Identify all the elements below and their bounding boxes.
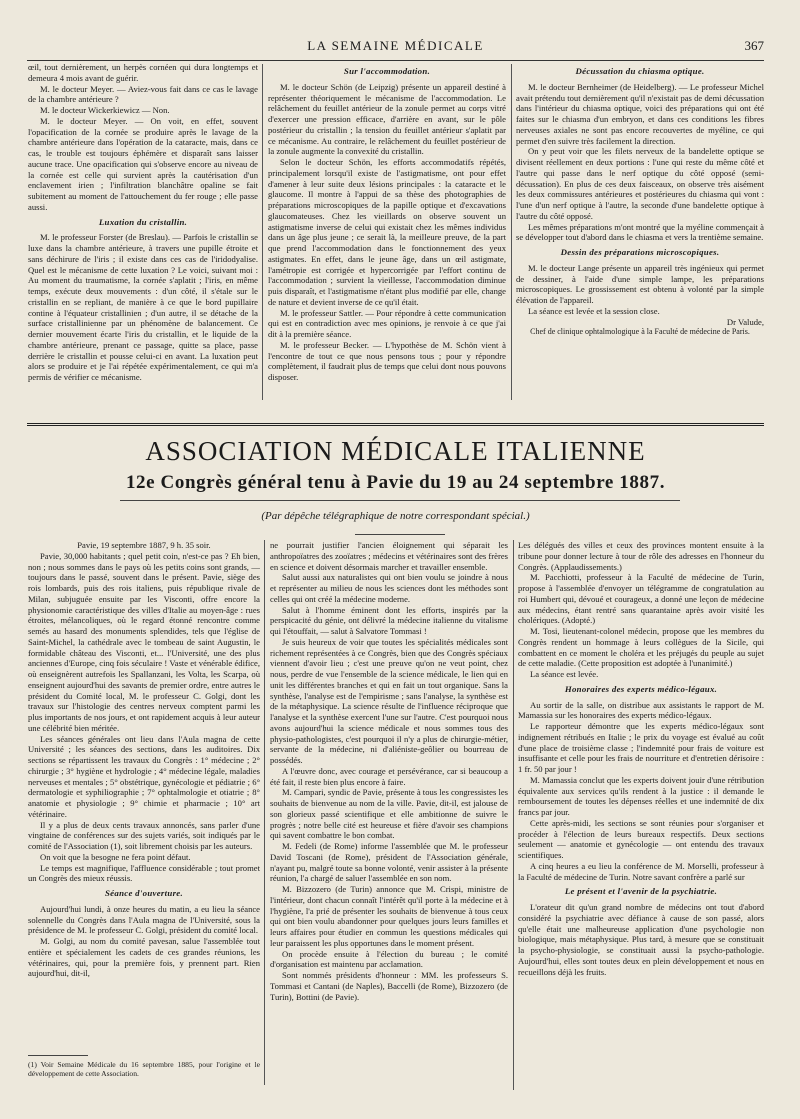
section-heading: Séance d'ouverture. [104,888,184,898]
top-column-3 [516,62,764,402]
bottom-column-1 [28,540,260,1080]
column-divider [513,540,514,1090]
paragraph: La séance est levée. [530,669,599,679]
page-number: 367 [744,38,764,53]
journal-title: LA SEMAINE MÉDICALE [307,38,484,53]
paragraph: M. le docteur Bernheimer (de Heidelberg). — Le professeur Michel avait prétendu tout dernièrement qu'il n'existait pas de demi décussation dans l'intérieur du chiasma optique, voici des préparations qui ont été faites sur le chiasma d'un embryon, et dans ces conditions les fibres nerveuses axiales ne sont pas encore recouvertes de myéline, ce qui permet d'en suivre très facilement la direction. [516,81,764,146]
section-title: ASSOCIATION MÉDICALE ITALIENNE [145,436,646,466]
paragraph: ne pourrait justifier l'ancien éloignement qui séparait les anthropoïatres des zooïatres ; médecins et vétérinaires sont des frères en science et doivent désormais marcher et travailler ensemble. [270,540,508,572]
section-subtitle: 12e Congrès général tenu à Pavie du 19 au 24 septembre 1887. [125,472,666,493]
dateline: Pavie, 19 septembre 1887, 9 h. 35 soir. [77,540,211,550]
bottom-column-2 [270,540,508,1090]
column-divider [262,64,263,400]
paragraph: Pavie, 30,000 habitants ; quel petit coin, n'est-ce pas ? Eh bien, non ; nous sommes dans le pays où les petits coins sont grands, — toujours dans le passé, souvent dans le présent. Pavie, siège des rois lombards, puis des rois italiens, puis république rivale de Milan, subjuguée ensuite par les Visconti, offre encore la physionomie caractéristique des villes d'Italie au moyen-âge : rues étroites, mélancoliques, où le regard étonné rencontre comme semés au hasard des monuments splendides, tels que l'église de Saint-Michel, la cathédrale avec le tombeau de saint Augustin, le formidable château des Visconti, et... l'Université, une des plus anciennes d'Europe, cinq fois séculaire ! Vaste et vénérable édifice, où enseignèrent autrefois les Spallanzani, les Volta, les Scarpa, où enseignent aujourd'hui des savants de premier ordre, entre autres le président du Comité local, M. le professeur C. Golgi, dont les travaux sur l'histologie des centres nerveux comptent parmi les plus importants de nos jours, et ont rapidement acquis à leur auteur une célébrité bien méritée. [28,550,260,733]
signature: Dr Valude, [726,316,764,327]
paragraph: œil, tout dernièrement, un herpès cornéen qui dura longtemps et demeura 4 mois avant de guérir. [28,62,258,83]
section-heading: Dessin des préparations microscopiques. [560,247,720,257]
paragraph: M. le docteur Meyer. — Aviez-vous fait dans ce cas le lavage de la chambre antérieure ? [28,83,258,105]
dispatch-rule [355,534,445,535]
section-heading: Le présent et l'avenir de la psychiatrie. [564,886,718,897]
paragraph: M. le professeur Forster (de Breslau). — Parfois le cristallin se luxe dans la chambre antérieure, à travers une pupille étroite et sans déchirure de l'iris ; il existe dans ces cas de l'iridodyalise. Quel est le mécanisme de cette luxation ? Le voici, suivant moi : Au moment du traumatisme, la cornée s'aplatit ; l'iris, en même temps, exécute deux mouvements : d'un côté, il s'étale sur le cristallin en se repliant, de manière à ce que le bord pupillaire contine à l'équateur cristallinien ; d'un autre, il se détache de la surface cristallinienne par un phénomène de balancement. Ce dernier mouvement écarte l'iris du cristallin, et le liquide de la chambre antérieure, prenant ce passage, quitte sa place, passe derrière le cristallin et pousse celui-ci en avant. La luxation peut alors se produire et je l'ai répétée expérimentalement, ce qui m'a permis de vérifier ce mécanisme. [28,232,258,382]
paragraph: M. Golgi, au nom du comité pavesan, salue l'assemblée tout entière et spécialement les cadets de ces grandes réunions, les vétérinaires, qui, pour la première fois, y prennent part. Rien aujourd'hui, dit-il, [28,936,260,979]
paragraph: M. le docteur Lange présente un appareil très ingénieux qui permet de dessiner, à l'aide d'une simple lampe, les préparations microscopiques. Le grossissement est obtenu à volonté par la simple élévation de l'appareil. [516,262,764,305]
paragraph: Le temps est magnifique, l'affluence considérable ; tout promet un Congrès des mieux réussis. [28,862,260,884]
paragraph: Je suis heureux de voir que toutes les spécialités médicales sont richement représentées à ce Congrès, bien que des Congrès spéciaux viennent d'avoir lieu ; c'est une preuve qu'on ne veut point, chez nous, perdre de vue l'ensemble de la science médicale, le lien qui en unit les différentes branches et qui en fait un tout organique. Sans la synthèse, l'analyse est de l'empirisme ; sans l'analyse, la synthèse est de la métaphysique. La science résulte de l'influence réciproque que l'analyse et la synthèse exercent l'une sur l'autre. C'est pourquoi nous avons aujourd'hui la science médicale et nous sommes tous des physio-pathologistes, c'est pourquoi il n'y a plus de chirurgie-métier, servante de la médecine, ni d'aliéniste-geôlier ou bourreau de possédés. [270,636,508,765]
top-column-1 [28,62,258,402]
paragraph: On voit que la besogne ne fera point défaut. [40,851,191,862]
paragraph: M. Bizzozero (de Turin) annonce que M. Crispi, ministre de l'intérieur, dont chacun connaît l'intérêt qu'il porte à la médecine et à l'hygiène, l'a prié de présenter les souhaits de bienvenue à tous ceux qui ont bien voulu abandonner pour quelques jours leurs familles et leurs affaires pour étudier en commun les questions médicales qui leur paraissent les plus opportunes dans le moment présent. [270,884,508,948]
paragraph: On y peut voir que les filets nerveux de la bandelette optique se divisent réellement en deux portions : l'une qui reste du même côté et l'autre qui passe dans le nerf optique du côté opposé (semi-décussation). En plus de ces deux faisceaux, on observe très aisément les deux commissures antérieures et postérieures du chiasma qui vont : l'une d'un nerf optique à l'autre, la seconde d'une bandelette optique à l'autre du côté opposé. [516,146,764,221]
header-rule [27,60,764,61]
paragraph: M. le professeur Becker. — L'hypothèse de M. Schön vient à l'encontre de tout ce que nous pensons tous ; pour y répondre complètement, il faudrait plus de temps que celui dont nous pouvons disposer. [268,339,506,382]
dispatch-note: (Par dépêche télégraphique de notre correspondant spécial.) [261,510,530,522]
paragraph: Sont nommés présidents d'honneur : MM. les professeurs S. Tommasi et Cantani (de Naples), Baccelli (de Rome), Bizzozero (de Turin), Bottini (de Pavie). [270,970,508,1002]
paragraph: M. Mamassia conclut que les experts doivent jouir d'une rétribution équivalente aux services qu'ils rendent à la justice : il demande le remboursement de toutes les dépenses réelles et une indemnité de dix francs par jour. [518,774,764,817]
paragraph: Les séances générales ont lieu dans l'Aula magna de cette Université ; les séances des sections, dans les auditoires. Dix sections se répartissent les travaux du Congrès : 1° médecine ; 2° chirurgie ; 3° hygiène et hydrologie ; 4° médecine légale, maladies nerveuses et mentales ; 5° obstétrique, gynécologie et pédiatrie ; 6° dermatologie et syphiliographie ; 7° ophtalmologie et otiatrie ; 8° anatomie et physiologie ; 9° chimie et pharmacie ; 10° art vétérinaire. [28,733,260,819]
paragraph: M. Fedeli (de Rome) informe l'assemblée que M. le professeur David Toscani (de Rome), président de l'Association générale, n'ayant pu, malgré toute sa bonne volonté, venir assister à la présente réunion, l'a chargé de saluer l'assemblée en son nom. [270,841,508,884]
footnote: (1) Voir Semaine Médicale du 16 septembre 1885, pour l'origine et le développement de cette Association. [28,1060,260,1079]
paragraph: Les mêmes préparations m'ont montré que la myéline commençait à se développer tout d'abord dans le chiasma et vers la trentième semaine. [516,221,764,243]
paragraph: La séance est levée et la session close. [528,305,660,316]
signature-title: Chef de clinique ophtalmologique à la Faculté de médecine de Paris. [530,327,750,337]
paragraph: Les délégués des villes et ceux des provinces montent ensuite à la tribune pour donner lecture à tour de rôle des adresses en l'honneur du Congrès. (Applaudissements.) [518,540,764,572]
column-divider [511,64,512,400]
paragraph: M. le docteur Meyer. — On voit, en effet, souvent l'opacification de la cornée se produire après le lavage de la chambre antérieure dans l'opération de la cataracte, mais, dans ce cas, le trouble est toujours éphémère et disparaît sans laisser aucune trace. Une opacification qui s'observe encore au niveau de la cornée est celle qui survient après la cautérisation d'un enclavement irien ; l'infiltration blanchâtre opaline se fait subitement au moment de l'attouchement du fer rouge ; elle passe aussi. [28,115,258,212]
paragraph: Selon le docteur Schön, les efforts accommodatifs répétés, principalement lorsqu'il existe de l'astigmatisme, ont pour effet d'amener à leur suite deux lésions principales : la cataracte et le glaucome. Il montre à l'appui de sa thèse des photographies de préparations microscopiques de la papille optique et d'excavations glaucomateuses. Chez les vieillards on observe souvent un astigmatisme inverse de celui qui existait chez les mêmes individus dans un âge plus jeune ; ce serait là, la meilleure preuve, de la part que prend l'accommodation dans le fonctionnement des yeux astigmates. En effet, dans le jeune âge, dans un œil astigmate, l'amétropie est corrigée et hypercorrigée par l'effort continu de l'accommodation ; survient la vieillesse, l'accommodation diminue puis disparaît, et l'astigmatisme n'étant plus modifié par elle, change de nature et devient inverse de ce qu'il était. [268,157,506,307]
section-heading: Luxation du cristallin. [98,216,188,227]
paragraph: M. Tosi, lieutenant-colonel médecin, propose que les membres du Congrès rendent un hommage à leurs collègues de la Sicile, qui combattent en ce moment le choléra et les préjugés du peuple au sujet de cette maladie. (Cette proposition est adoptée à l'unanimité.) [518,626,764,669]
paragraph: Salut à l'homme éminent dont les efforts, inspirés par la perspicacité du génie, ont délivré la médecine italienne du vitalisme qui l'étouffait, — salut à Salvatore Tommasi ! [270,604,508,636]
running-header [27,38,764,58]
column-divider [264,540,265,1085]
paragraph: L'orateur dit qu'un grand nombre de médecins ont tout d'abord considéré la psychiatrie avec défiance à cause de son passé, alors qu'elle était une malheureuse application d'une psychologie non biologique, mais métaphysique. Plus tard, à mesure que se constituait la psycho-physiologie, se constituait aussi la psycho-pathologie. Aujourd'hui, elles sont toutes deux en plein développement et nous en recueillons déjà les fruits. [518,902,764,977]
paragraph: Salut aussi aux naturalistes qui ont bien voulu se joindre à nous et représenter au milieu de nous les sciences dont les méthodes sont celles qui ont créé la médecine moderne. [270,572,508,604]
paragraph: Cette après-midi, les sections se sont réunies pour s'organiser et procéder à l'élection de leurs bureaux respectifs. Deux sections seulement — anatomie et gynécologie — ont entendu des travaux scientifiques. [518,817,764,860]
paragraph: M. Pacchiotti, professeur à la Faculté de médecine de Turin, propose à l'assemblée d'envoyer un télégramme de congratulation au roi Humbert qui, dévoué et courageux, a donné une leçon de médecine aux médecins, étant rentré sans quarantaine après avoir visité les cholériques. (Adopté.) [518,572,764,626]
footnote-rule [28,1055,88,1056]
paragraph: Au sortir de la salle, on distribue aux assistants le rapport de M. Mamassia sur les honoraires des experts médico-légaux. [518,699,764,721]
top-column-2 [268,62,506,402]
paragraph: On procède ensuite à l'élection du bureau ; le comité d'organisation est maintenu par acclamation. [270,948,508,970]
section-heading: Honoraires des experts médico-légaux. [564,683,718,694]
paragraph: A cinq heures a eu lieu la conférence de M. Morselli, professeur à la Faculté de médecine de Turin. Notre savant confrère a parlé sur [518,860,764,882]
bottom-column-3 [518,540,764,1090]
paragraph: Le rapporteur démontre que les experts médico-légaux sont indignement rétribués en Italie ; le prix du voyage est évalué au coût d'une place de troisième classe ; l'indemnité pour frais de voiture est insuffisante et celle pour les frais de nourriture et d'entretien dérisoire : 1 fr. 50 par jour ! [518,721,764,774]
paragraph: M. le docteur Schön (de Leipzig) présente un appareil destiné à représenter théoriquement le mécanisme de l'accommodation. Le relâchement du feuillet antérieur de la zonule permet au corps vitré d'exercer une pression efficace, d'arrière en avant, sur le pôle postérieur du cristallin ; la tension du feuillet antérieur s'aplatit par ce mécanisme. Au contraire, le relâchement du feuillet postérieur de la zonule augmente la convexité du cristallin. [268,81,506,157]
paragraph: M. le docteur Wickerkiewicz — Non. [40,105,170,115]
section-heading: Décussation du chiasma optique. [575,66,705,76]
paragraph: Aujourd'hui lundi, à onze heures du matin, a eu lieu la séance solennelle du Congrès dans l'Aula magna de l'Université, sous la présidence de M. le professeur C. Golgi, président du comité local. [28,903,260,936]
paragraph: Il y a plus de deux cents travaux annoncés, sans parler d'une vingtaine de conférences sur des sujets variés, soit indiqués par le comité de l'Association (1), soit librement choisis par les auteurs. [28,819,260,851]
paragraph: A l'œuvre donc, avec courage et persévérance, car si beaucoup a été fait, il reste bien plus encore à faire. [270,765,508,787]
section-rule [27,423,764,426]
paragraph: M. le professeur Sattler. — Pour répondre à cette communication qui est en contradiction avec mes opinions, je renvoie à ce que j'ai dit à la première séance. [268,307,506,339]
section-heading: Sur l'accommodation. [343,66,431,76]
subtitle-rule [120,500,680,501]
paragraph: M. Campari, syndic de Pavie, présente à tous les congressistes les souhaits de bienvenue au nom de la ville. Pavie, dit-il, est jalouse de son glorieux passé scientifique et elle ambitionne de suivre le progrès ; notre belle cité est heureuse et fière d'avoir ses champions qui savent combattre le bon combat. [270,787,508,841]
